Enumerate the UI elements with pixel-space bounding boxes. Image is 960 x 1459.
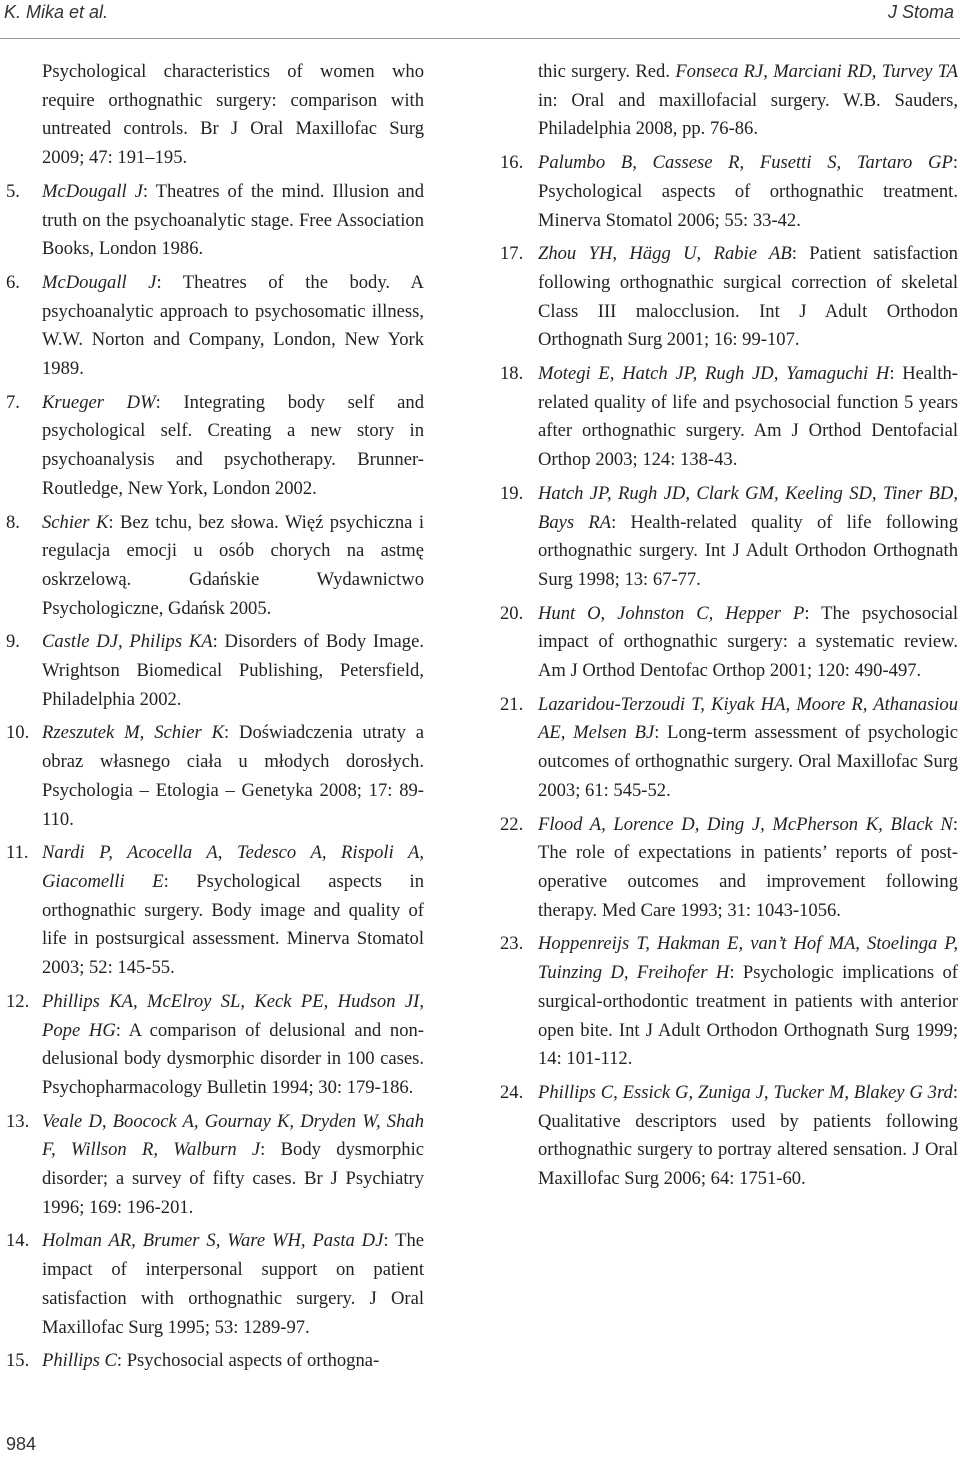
reference-item — [500, 360, 958, 475]
reference-continuation-text: thic surgery. Red. — [538, 61, 676, 82]
reference-number: 23. — [500, 933, 524, 955]
reference-body — [42, 178, 424, 264]
reference-text: : Integrating body self and psychological self. Creating a new story in psychoanalysis and psychotherapy. Brunner-Routledge, New York, London 2002. — [42, 391, 424, 499]
reference-number: 15. — [6, 1350, 30, 1372]
reference-item — [500, 600, 958, 686]
reference-body — [42, 269, 424, 384]
reference-body — [42, 1227, 424, 1342]
reference-text: : Theatres of the body. A psychoanalytic approach to psychosomatic illness, W.W. Norton and Company, London, New York 1989. — [42, 271, 424, 380]
reference-number: 6. — [6, 271, 20, 293]
header-authors: K. Mika et al. — [4, 2, 109, 22]
reference-number: 22. — [500, 813, 524, 835]
reference-item — [6, 178, 424, 264]
reference-body — [538, 360, 958, 475]
reference-body — [538, 1079, 958, 1194]
reference-body — [42, 988, 424, 1103]
reference-text: : The impact of interpersonal support on patient satisfaction with orthognathic surgery. J Oral Maxillofac Surg 1995; 53: 1289-97. — [42, 1230, 424, 1338]
reference-authors: Motegi E, Hatch JP, Rugh JD, Yamaguchi H — [538, 363, 890, 385]
reference-item — [6, 1227, 424, 1342]
reference-number: 17. — [500, 243, 524, 265]
reference-body — [42, 1108, 424, 1223]
reference-text: : The psychosocial impact of orthognathic surgery: a systematic review. Am J Orthod Dentofac Orthop 2001; 120: 490-497. — [538, 602, 958, 682]
reference-item — [500, 480, 958, 595]
reference-authors: Phillips C — [42, 1350, 117, 1372]
reference-item — [500, 240, 958, 355]
reference-number: 13. — [6, 1110, 30, 1132]
reference-authors: Hoppenreijs T, Hakman E, van’t Hof MA, Stoelinga P, Tuinzing D, Freihofer H — [538, 933, 958, 984]
reference-item — [6, 628, 424, 714]
reference-number: 7. — [6, 391, 20, 413]
reference-text: : Disorders of Body Image. Wrightson Biomedical Publishing, Petersfield, Philadelphia 2002. — [42, 631, 424, 710]
reference-body — [538, 811, 958, 926]
reference-item — [6, 839, 424, 983]
reference-text: : Psychologic implications of surgical-orthodontic treatment in patients with anterior open bite. Int J Adult Orthodon Orthognath Surg 1999; 14: 101-112. — [538, 962, 958, 1070]
reference-continuation-text: in: Oral and maxillofacial surgery. W.B. Sauders, Philadelphia 2008, pp. 76-86. — [538, 89, 958, 140]
reference-number: 20. — [500, 602, 524, 624]
reference-item — [6, 719, 424, 834]
reference-text: : A comparison of delusional and non-delusional body dysmorphic disorder in 100 cases. Psychopharmacology Bulletin 1994; 30: 179-186. — [42, 1019, 424, 1098]
reference-continuation — [500, 58, 958, 144]
reference-item — [500, 930, 958, 1074]
reference-text: : Patient satisfaction following orthognathic surgical correction of skeletal Class III malocclusion. Int J Adult Orthodon Orthognath Surg 2001; 16: 99-107. — [538, 243, 958, 351]
reference-body — [538, 691, 958, 806]
reference-item — [500, 691, 958, 806]
reference-text: : Qualitative descriptors used by patients following orthognathic surgery to portray altered sensation. J Oral Maxillofac Surg 2006; 64: 1751-60. — [538, 1081, 958, 1190]
reference-number: 12. — [6, 990, 30, 1012]
reference-body — [538, 240, 958, 355]
reference-number: 14. — [6, 1230, 30, 1252]
reference-body — [42, 719, 424, 834]
reference-item — [500, 811, 958, 926]
reference-authors: Nardi P, Acocella A, Tedesco A, Rispoli A, Giacomelli E — [42, 842, 424, 892]
reference-body — [42, 628, 424, 714]
reference-body — [42, 509, 424, 624]
reference-authors: Krueger DW — [42, 391, 156, 413]
reference-item — [6, 509, 424, 624]
reference-body — [42, 1347, 424, 1376]
reference-number: 21. — [500, 693, 524, 715]
reference-text: : The role of expectations in patients’ reports of post-operative outcomes and improvement following therapy. Med Care 1993; 31: 1043-1056. — [538, 813, 958, 921]
reference-item — [6, 988, 424, 1103]
reference-text: : Psychological aspects in orthognathic surgery. Body image and quality of life in postsurgical assessment. Minerva Stomatol 2003; 52: 145-55. — [42, 870, 424, 979]
reference-number: 16. — [500, 152, 524, 174]
reference-authors: Veale D, Boocock A, Gournay K, Dryden W, Shah F, Willson R, Walburn J — [42, 1110, 424, 1161]
reference-number: 19. — [500, 482, 524, 504]
reference-authors: Zhou YH, Hägg U, Rabie AB — [538, 243, 792, 265]
reference-authors: Hatch JP, Rugh JD, Clark GM, Keeling SD, Tiner BD, Bays RA — [538, 482, 958, 533]
reference-authors: Castle DJ, Philips KA — [42, 631, 213, 653]
reference-text: : Bez tchu, bez słowa. Więź psychiczna i regulacja emocji u osób chorych na astmę oskrzelową. Gdańskie Wydawnictwo Psychologiczne, Gdańsk 2005. — [42, 511, 424, 619]
right-column — [500, 58, 958, 1199]
reference-authors: Lazaridou-Terzoudi T, Kiyak HA, Moore R, Athanasiou AE, Melsen BJ — [538, 693, 958, 744]
reference-text: : Doświadczenia utraty a obraz własnego ciała u młodych dorosłych. Psychologia – Etologia – Genetyka 2008; 17: 89-110. — [42, 722, 424, 830]
reference-number: 10. — [6, 722, 30, 744]
reference-number: 18. — [500, 363, 524, 385]
reference-text: : Long-term assessment of psychologic outcomes of orthognathic surgery. Oral Maxillofac Surg 2003; 61: 545-52. — [538, 722, 958, 801]
reference-authors: Hunt O, Johnston C, Hepper P — [538, 602, 805, 624]
reference-number: 5. — [6, 180, 20, 202]
reference-continuation-authors: Fonseca RJ, Marciani RD, Turvey TA — [675, 61, 959, 82]
reference-text: : Health-related quality of life following orthognathic surgery. Int J Adult Orthodon Orthognath Surg 1998; 13: 67-77. — [538, 511, 959, 590]
reference-continuation: Psychological characteristics of women who require orthognathic surgery: comparison with untreated controls. Br J Oral Maxillofac Surg 2009; 47: 191–195. — [42, 61, 424, 169]
reference-body — [538, 930, 958, 1074]
reference-authors: Phillips C, Essick G, Zuniga J, Tucker M, Blakey G 3rd — [538, 1081, 953, 1103]
reference-authors: Holman AR, Brumer S, Ware WH, Pasta DJ — [42, 1230, 384, 1252]
reference-authors: McDougall J — [42, 180, 143, 202]
page-number: 984 — [6, 1434, 37, 1454]
reference-authors: Rzeszutek M, Schier K — [42, 722, 224, 744]
reference-item — [500, 149, 958, 235]
reference-authors: Flood A, Lorence D, Ding J, McPherson K, Black N — [538, 813, 953, 835]
reference-text: : Theatres of the mind. Illusion and truth on the psychoanalytic stage. Free Association Books, London 1986. — [42, 180, 425, 260]
reference-authors: McDougall J — [42, 271, 157, 293]
header-journal: J Stoma — [887, 2, 954, 22]
header-divider — [0, 38, 960, 39]
reference-number: 9. — [6, 631, 20, 653]
reference-authors: Phillips KA, McElroy SL, Keck PE, Hudson JI, Pope HG — [42, 990, 424, 1041]
reference-authors: Schier K — [42, 511, 109, 533]
reference-number: 24. — [500, 1081, 524, 1103]
reference-item — [6, 1108, 424, 1223]
reference-text: : Psychological aspects of orthognathic treatment. Minerva Stomatol 2006; 55: 33-42. — [538, 152, 958, 231]
reference-item — [6, 389, 424, 504]
running-header — [0, 0, 960, 26]
reference-text: : Psychosocial aspects of orthogna- — [116, 1350, 380, 1372]
reference-text: : Body dysmorphic disorder; a survey of fifty cases. Br J Psychiatry 1996; 169: 196-201. — [42, 1139, 424, 1218]
reference-body — [42, 389, 424, 504]
reference-item — [6, 1347, 424, 1376]
reference-number: 8. — [6, 511, 20, 533]
reference-body — [538, 480, 958, 595]
reference-body — [538, 149, 958, 235]
left-column — [6, 58, 424, 1381]
reference-authors: Palumbo B, Cassese R, Fusetti S, Tartaro GP — [538, 152, 953, 174]
reference-body — [42, 839, 424, 983]
reference-number: 11. — [6, 842, 29, 864]
reference-item — [500, 1079, 958, 1194]
reference-item — [6, 269, 424, 384]
reference-body — [538, 600, 958, 686]
reference-text: : Health-related quality of life and psychosocial function 5 years after orthognathic surgery. Am J Orthod Dentofacial Orthop 2003; 124: 138-43. — [538, 363, 958, 471]
reference-list-left — [6, 178, 424, 1376]
reference-list-right — [500, 149, 958, 1194]
